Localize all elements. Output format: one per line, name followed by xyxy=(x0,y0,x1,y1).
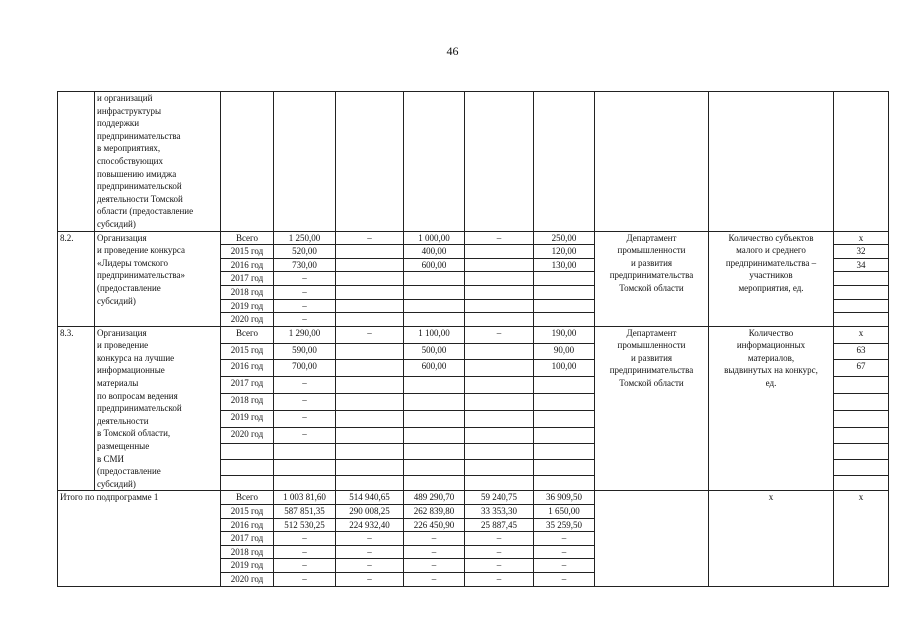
local-cell: – xyxy=(465,532,534,546)
federal-cell xyxy=(336,394,404,411)
regional-cell: 1 000,00 xyxy=(404,231,465,245)
federal-cell: – xyxy=(336,532,404,546)
regional-cell xyxy=(404,272,465,286)
total-cell: 512 530,25 xyxy=(274,518,336,532)
indicator-value-cell xyxy=(834,377,889,394)
local-cell: – xyxy=(465,572,534,586)
empty-cell xyxy=(274,460,336,476)
total-cell: – xyxy=(274,313,336,327)
extra-cell xyxy=(534,427,595,444)
federal-cell xyxy=(336,343,404,360)
year-cell: 2015 год xyxy=(221,505,274,519)
empty-cell xyxy=(274,444,336,460)
regional-cell: 489 290,70 xyxy=(404,491,465,505)
year-cell: Всего xyxy=(221,326,274,343)
federal-cell: – xyxy=(336,326,404,343)
federal-cell xyxy=(336,285,404,299)
total-cell: 587 851,35 xyxy=(274,505,336,519)
cell-text: Количество субъектов малого и среднего предпринимательства – участников мероприятия, ед. xyxy=(725,232,817,293)
year-cell: 2016 год xyxy=(221,258,274,272)
indicator-value-cell: 32 xyxy=(834,245,889,259)
total-cell: – xyxy=(274,427,336,444)
local-cell: 33 353,30 xyxy=(465,505,534,519)
regional-cell: 1 100,00 xyxy=(404,326,465,343)
extra-cell: 36 909,50 xyxy=(534,491,595,505)
extra-cell: 90,00 xyxy=(534,343,595,360)
local-cell xyxy=(465,313,534,327)
extra-cell xyxy=(534,410,595,427)
year-cell: 2016 год xyxy=(221,518,274,532)
empty-cell xyxy=(465,475,534,491)
empty-cell xyxy=(534,92,595,232)
year-cell: Всего xyxy=(221,491,274,505)
cell-text: Департамент промышленности и развития предпринимательства Томской области xyxy=(609,232,694,293)
federal-cell xyxy=(336,299,404,313)
local-cell xyxy=(465,285,534,299)
local-cell xyxy=(465,377,534,394)
federal-cell: – xyxy=(336,572,404,586)
local-cell: – xyxy=(465,559,534,573)
indicator-value-cell: x xyxy=(834,231,889,245)
indicator-value-cell: 67 xyxy=(834,360,889,377)
local-cell xyxy=(465,427,534,444)
total-cell: – xyxy=(274,272,336,286)
empty-cell xyxy=(221,475,274,491)
empty-cell xyxy=(465,92,534,232)
indicator-value-cell: x xyxy=(834,491,889,586)
empty-cell xyxy=(336,444,404,460)
local-cell: 25 887,45 xyxy=(465,518,534,532)
empty-cell xyxy=(834,460,889,476)
empty-cell xyxy=(595,92,709,232)
year-cell: 2020 год xyxy=(221,313,274,327)
extra-cell: 120,00 xyxy=(534,245,595,259)
federal-cell: 290 008,25 xyxy=(336,505,404,519)
empty-cell xyxy=(709,92,834,232)
empty-cell xyxy=(404,444,465,460)
extra-cell xyxy=(534,313,595,327)
indicator-cell xyxy=(709,231,834,326)
empty-cell xyxy=(221,460,274,476)
indicator-value-cell xyxy=(834,427,889,444)
total-row xyxy=(58,491,889,505)
empty-cell xyxy=(336,475,404,491)
local-cell xyxy=(465,272,534,286)
year-cell: 2020 год xyxy=(221,427,274,444)
cell-text: Количество информационных материалов, выдвинутых на конкурс, ед. xyxy=(724,327,818,389)
local-cell: 59 240,75 xyxy=(465,491,534,505)
total-cell: 520,00 xyxy=(274,245,336,259)
federal-cell xyxy=(336,410,404,427)
empty-cell xyxy=(274,475,336,491)
regional-cell xyxy=(404,299,465,313)
local-cell xyxy=(465,299,534,313)
regional-cell: 262 839,80 xyxy=(404,505,465,519)
local-cell xyxy=(465,360,534,377)
empty-cell xyxy=(534,444,595,460)
year-cell: 2016 год xyxy=(221,360,274,377)
extra-cell: 190,00 xyxy=(534,326,595,343)
total-cell: 1 290,00 xyxy=(274,326,336,343)
year-cell: 2017 год xyxy=(221,377,274,394)
empty-cell xyxy=(465,444,534,460)
indicator-cell: x xyxy=(709,491,834,586)
continuation-num-cell xyxy=(58,92,95,232)
indicator-value-cell xyxy=(834,299,889,313)
extra-cell xyxy=(534,377,595,394)
local-cell xyxy=(465,394,534,411)
indicator-value-cell xyxy=(834,410,889,427)
regional-cell: 226 450,90 xyxy=(404,518,465,532)
regional-cell: – xyxy=(404,545,465,559)
total-cell: – xyxy=(274,377,336,394)
total-label: Итого по подпрограмме 1 xyxy=(58,491,221,586)
empty-cell xyxy=(404,460,465,476)
year-cell: 2018 год xyxy=(221,285,274,299)
regional-cell: 600,00 xyxy=(404,360,465,377)
table-body xyxy=(58,92,889,587)
indicator-value-cell xyxy=(834,272,889,286)
empty-cell xyxy=(404,475,465,491)
empty-cell xyxy=(404,92,465,232)
regional-cell: 500,00 xyxy=(404,343,465,360)
extra-cell: 100,00 xyxy=(534,360,595,377)
local-cell xyxy=(465,343,534,360)
extra-cell: 250,00 xyxy=(534,231,595,245)
federal-cell: 224 932,40 xyxy=(336,518,404,532)
extra-cell: – xyxy=(534,559,595,573)
cell-text: Организация и проведение конкурса «Лидеры томского предпринимательства» (предоставление субсидий) xyxy=(97,232,186,306)
table-row xyxy=(58,231,889,245)
indicator-value-cell: 34 xyxy=(834,258,889,272)
federal-cell: 514 940,65 xyxy=(336,491,404,505)
year-cell: 2017 год xyxy=(221,532,274,546)
federal-cell xyxy=(336,313,404,327)
cell-text: Департамент промышленности и развития предпринимательства Томской области xyxy=(609,327,694,389)
empty-cell xyxy=(834,444,889,460)
empty-cell xyxy=(336,92,404,232)
empty-cell xyxy=(465,460,534,476)
total-cell: – xyxy=(274,410,336,427)
continuation-row xyxy=(58,92,889,232)
federal-cell: – xyxy=(336,231,404,245)
empty-cell xyxy=(336,460,404,476)
empty-cell xyxy=(221,444,274,460)
local-cell: – xyxy=(465,326,534,343)
federal-cell xyxy=(336,360,404,377)
year-cell: Всего xyxy=(221,231,274,245)
extra-cell: – xyxy=(534,545,595,559)
empty-cell xyxy=(274,92,336,232)
total-cell: 730,00 xyxy=(274,258,336,272)
year-cell: 2019 год xyxy=(221,410,274,427)
year-cell: 2015 год xyxy=(221,343,274,360)
extra-cell xyxy=(534,299,595,313)
local-cell xyxy=(465,410,534,427)
extra-cell: – xyxy=(534,532,595,546)
local-cell xyxy=(465,258,534,272)
year-cell: 2019 год xyxy=(221,559,274,573)
table-row xyxy=(58,326,889,343)
federal-cell xyxy=(336,258,404,272)
year-cell: 2018 год xyxy=(221,394,274,411)
total-cell: – xyxy=(274,559,336,573)
empty-cell xyxy=(834,475,889,491)
local-cell: – xyxy=(465,231,534,245)
regional-cell xyxy=(404,377,465,394)
regional-cell xyxy=(404,410,465,427)
subprogram-table xyxy=(57,91,889,587)
extra-cell: 130,00 xyxy=(534,258,595,272)
federal-cell xyxy=(336,245,404,259)
total-cell: – xyxy=(274,545,336,559)
section-description xyxy=(95,326,221,491)
section-number: 8.2. xyxy=(58,231,95,326)
federal-cell xyxy=(336,427,404,444)
year-cell: 2018 год xyxy=(221,545,274,559)
regional-cell: – xyxy=(404,559,465,573)
regional-cell xyxy=(404,313,465,327)
section-number: 8.3. xyxy=(58,326,95,491)
year-cell: 2015 год xyxy=(221,245,274,259)
extra-cell xyxy=(534,285,595,299)
federal-cell: – xyxy=(336,545,404,559)
year-cell: 2017 год xyxy=(221,272,274,286)
total-cell: 1 250,00 xyxy=(274,231,336,245)
local-cell xyxy=(465,245,534,259)
total-cell: 1 003 81,60 xyxy=(274,491,336,505)
local-cell: – xyxy=(465,545,534,559)
total-cell: – xyxy=(274,285,336,299)
total-cell: 700,00 xyxy=(274,360,336,377)
indicator-value-cell: 63 xyxy=(834,343,889,360)
empty-cell xyxy=(534,475,595,491)
federal-cell xyxy=(336,377,404,394)
regional-cell xyxy=(404,285,465,299)
indicator-cell xyxy=(709,326,834,491)
regional-cell: – xyxy=(404,532,465,546)
regional-cell: – xyxy=(404,572,465,586)
section-description xyxy=(95,231,221,326)
total-cell: – xyxy=(274,572,336,586)
regional-cell xyxy=(404,427,465,444)
indicator-value-cell: x xyxy=(834,326,889,343)
indicator-value-cell xyxy=(834,285,889,299)
extra-cell: 1 650,00 xyxy=(534,505,595,519)
executor-cell xyxy=(595,491,709,586)
extra-cell xyxy=(534,272,595,286)
total-cell: – xyxy=(274,299,336,313)
empty-cell xyxy=(534,460,595,476)
indicator-value-cell xyxy=(834,394,889,411)
total-cell: 590,00 xyxy=(274,343,336,360)
extra-cell xyxy=(534,394,595,411)
year-cell: 2019 год xyxy=(221,299,274,313)
executor-cell xyxy=(595,231,709,326)
page-number: 46 xyxy=(446,44,459,58)
total-cell: – xyxy=(274,532,336,546)
federal-cell: – xyxy=(336,559,404,573)
extra-cell: – xyxy=(534,572,595,586)
year-cell: 2020 год xyxy=(221,572,274,586)
cell-text: Организация и проведение конкурса на лучшие информационные материалы по вопросам ведения предпринимательской деятельности в Томской области, размещенные в СМИ (предоставление субсидий) xyxy=(97,327,182,489)
indicator-value-cell xyxy=(834,313,889,327)
regional-cell: 600,00 xyxy=(404,258,465,272)
total-cell: – xyxy=(274,394,336,411)
empty-cell xyxy=(221,92,274,232)
regional-cell xyxy=(404,394,465,411)
continuation-description: и организаций инфраструктуры поддержки предпринимательства в мероприятиях, способствующих повышению имиджа предпринимательской деятельности Томской области (предоставление субсидий) xyxy=(95,92,221,232)
empty-cell xyxy=(834,92,889,232)
federal-cell xyxy=(336,272,404,286)
regional-cell: 400,00 xyxy=(404,245,465,259)
extra-cell: 35 259,50 xyxy=(534,518,595,532)
executor-cell xyxy=(595,326,709,491)
